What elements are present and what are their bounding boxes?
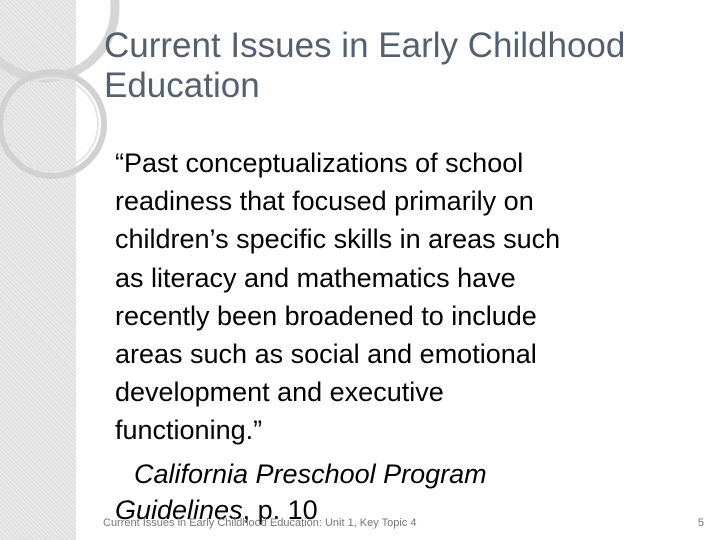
- title-line: Education: [104, 66, 260, 105]
- quote-line: readiness that focused primarily on: [115, 186, 534, 217]
- quote-line: recently been broadened to include: [115, 300, 537, 331]
- title-line: Current Issues in Early Childhood: [104, 26, 626, 65]
- quote-line: functioning.”: [115, 415, 263, 446]
- quote-line: development and executive: [115, 377, 444, 408]
- inner-ring-shape: [6, 78, 98, 170]
- citation-page: , p. 10: [242, 495, 318, 525]
- quote-line: “Past conceptualizations of school: [115, 148, 524, 178]
- citation-title-italic: Guidelines: [115, 495, 243, 525]
- slide-title: [104, 26, 714, 106]
- slide-number: 5: [697, 517, 704, 529]
- quote-text: [115, 144, 675, 450]
- large-ring-shape: [0, 0, 115, 78]
- small-ring-shape: [0, 72, 104, 176]
- slide-footer: Current Issues in Early Childhood Education: Unit 1, Key Topic 4: [103, 517, 417, 529]
- citation-line-1: California Preschool Program: [134, 459, 487, 489]
- quote-line: children’s specific skills in areas such: [115, 224, 561, 255]
- quote-line: as literacy and mathematics have: [115, 262, 516, 293]
- quote-line: areas such as social and emotional: [115, 339, 537, 370]
